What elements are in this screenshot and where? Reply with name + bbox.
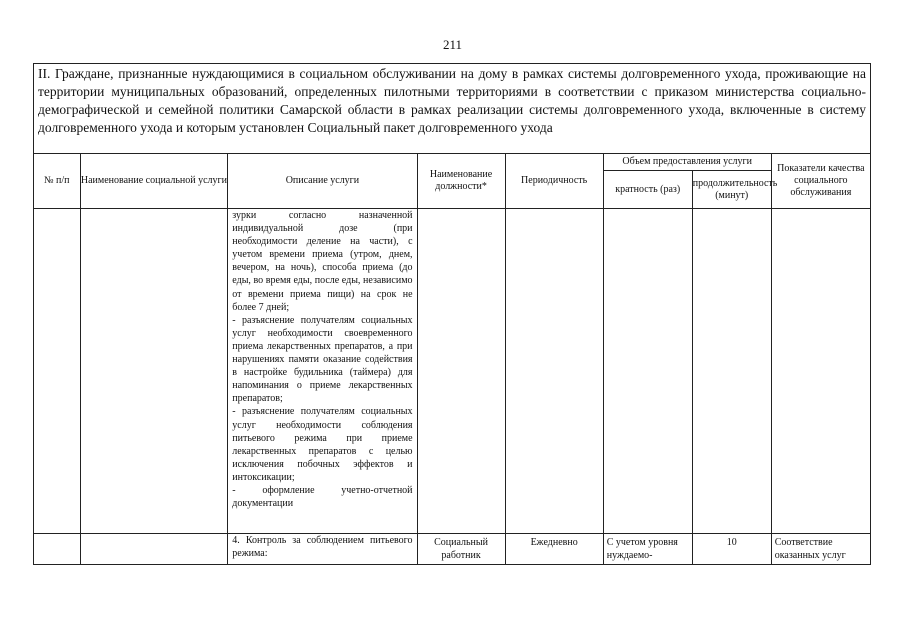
table-row <box>34 534 871 565</box>
cell-periodicity <box>505 209 603 534</box>
cell-num <box>34 534 81 565</box>
cell-frequency: С учетом уровня нуждаемо- <box>603 534 692 565</box>
cell-service-name <box>80 209 228 534</box>
header-periodicity: Периодичность <box>505 154 603 209</box>
cell-quality <box>771 209 870 534</box>
header-position: Наименование должности* <box>417 154 505 209</box>
header-service-name: Наименование социальной услуги <box>80 154 228 209</box>
services-table <box>33 63 871 565</box>
cell-description: 4. Контроль за соблюдением питьевого режима: <box>228 534 417 565</box>
cell-periodicity: Ежедневно <box>505 534 603 565</box>
table-row <box>34 209 871 534</box>
cell-description: зурки согласно назначенной индивидуальной дозе (при необходимости деление на части), с учетом времени приема (утром, днем, вечером, на ночь), способа приема (до еды, во время еды, после еды, независимо от времени приема пищи) на срок не более 7 дней; - разъяснение получателям социальных услуг необходимости своевременного приема лекарственных препаратов, а при нарушениях памяти оказание содействия в настройке будильника (таймера) для напоминания о приеме лекарственных препаратов; - разъяснение получателям социальных услуг необходимости соблюдения питьевого режима при приеме лекарственных препаратов с целью исключения побочных эффектов и интоксикации; - оформление учетно-отчетной документации <box>228 209 417 534</box>
section-title: II. Граждане, признанные нуждающимися в социальном обслуживании на дому в рамках системы долговременного ухода, проживающие на территории муниципальных образований, определенных пилотными территориями в соответствии с приказом министерства социально-демографической и семейной политики Самарской области в рамках реализации системы долговременного ухода, включенные в систему долговременного ухода и которым установлен Социальный пакет долговременного ухода <box>34 64 871 154</box>
cell-service-name <box>80 534 228 565</box>
header-volume: Объем предоставления услуги <box>603 154 771 171</box>
cell-frequency <box>603 209 692 534</box>
header-quality: Показатели качества социального обслуживания <box>771 154 870 209</box>
cell-num <box>34 209 81 534</box>
cell-quality: Соответствие оказанных услуг <box>771 534 870 565</box>
page-number: 211 <box>442 37 463 52</box>
header-description: Описание услуги <box>228 154 417 209</box>
header-frequency: кратность (раз) <box>603 171 692 209</box>
cell-position <box>417 209 505 534</box>
cell-position: Социальный работник <box>417 534 505 565</box>
cell-duration: 10 <box>692 534 771 565</box>
header-num: № п/п <box>34 154 81 209</box>
cell-duration <box>692 209 771 534</box>
header-duration: продолжительность (минут) <box>692 171 771 209</box>
